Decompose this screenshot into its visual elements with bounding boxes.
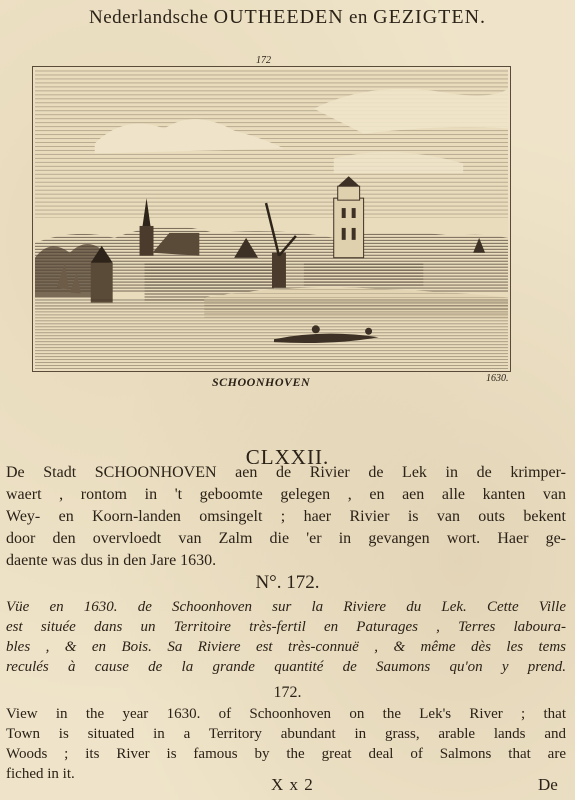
- header-prefix: Nederlandsche: [88, 7, 209, 28]
- english-paragraph: [6, 704, 566, 784]
- plate-caption: SCHOONHOVEN: [212, 375, 311, 389]
- dutch-line: waert , rontom in 't geboomte gelegen , en aen alle kanten van: [6, 486, 566, 503]
- french-paragraph: [6, 597, 566, 677]
- english-line: View in the year 1630. of Schoonhoven on the Lek's River ; that: [6, 706, 566, 722]
- page-header: [0, 6, 575, 29]
- french-line: est située dans un Territoire très-fertil en Paturages , Terres laboura-: [6, 619, 566, 635]
- engraving-illustration: [35, 69, 508, 369]
- header-connector: en: [348, 7, 368, 28]
- french-line: bles , & en Bois. Sa Riviere est très-connuë , & même dès les tems: [6, 639, 566, 655]
- dutch-line: door den overvloedt van Zalm die 'er in gevangen wort. Haer ge-: [6, 530, 566, 547]
- english-line: Town is situated in a Territory abundant in grass, arable lands and: [6, 726, 566, 742]
- dutch-line: daente was dus in den Jare 1630.: [6, 552, 217, 569]
- catchword: De: [538, 775, 558, 794]
- french-line: Vüe en 1630. de Schoonhoven sur la Riviere du Lek. Cette Ville: [6, 599, 566, 615]
- french-heading: N°. 172.: [255, 572, 320, 593]
- french-line: reculés à cause de la grande quantité de Saumons qu'on y prend.: [6, 659, 566, 675]
- roman-heading: CLXXII.: [245, 445, 330, 469]
- engraving-frame: [32, 66, 511, 372]
- river: [35, 311, 508, 369]
- windmill: [272, 253, 286, 288]
- dutch-paragraph: [6, 462, 566, 572]
- plate-number: 172: [256, 55, 271, 66]
- header-title-2: GEZIGTEN.: [373, 6, 487, 28]
- church-tower: [334, 198, 364, 258]
- dutch-line: Wey- en Koorn-landen omsingelt ; haer Rivier is van outs bekent: [6, 508, 566, 525]
- english-heading: 172.: [273, 684, 302, 701]
- signature-mark: X x 2: [271, 775, 314, 794]
- plate-year: 1630.: [486, 373, 509, 384]
- header-title: OUTHEEDEN: [213, 6, 344, 28]
- english-line: Woods ; its River is famous by the great deal of Salmons that are: [6, 746, 566, 762]
- english-line: fiched in it.: [6, 766, 75, 782]
- dutch-line: De Stadt SCHOONHOVEN aen de Rivier de Lek in de krimper-: [6, 464, 566, 481]
